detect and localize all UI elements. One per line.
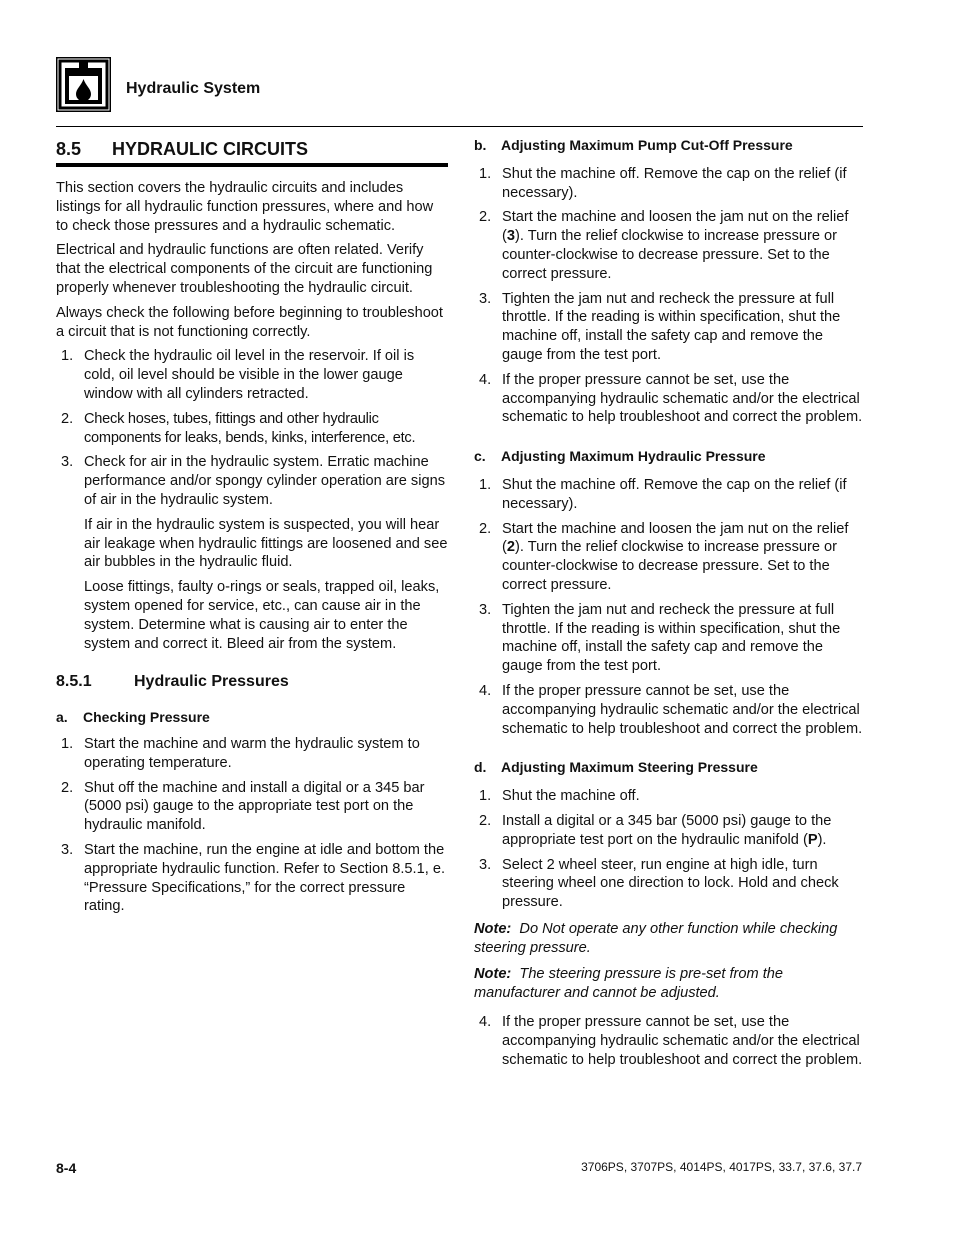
list-item: 3. Tighten the jam nut and recheck the pressure at full throttle. If the reading is within specification, shut the machine off, install the safety cap and remove the gauge from the test port.: [474, 601, 866, 676]
section-title: HYDRAULIC CIRCUITS: [112, 139, 308, 160]
list-item: [56, 410, 448, 448]
section-number: 8.5: [56, 139, 82, 160]
note: Note: The steering pressure is pre-set from the manufacturer and cannot be adjusted.: [474, 966, 784, 1002]
intro-paragraph: This section covers the hydraulic circuits and includes listings for all hydraulic function pressures, where and how to check those pressures and a hydraulic schematic.: [56, 180, 434, 234]
list-item: 1. Shut the machine off. Remove the cap on the relief (if necessary).: [474, 165, 866, 203]
list-text: Start the machine and loosen the jam nut on the relief (2). Turn the relief clockwise to increase pressure or counter-clockwise to decrease pressure. Set to the correct pressure.: [502, 520, 849, 593]
preliminary-checks-list: [56, 347, 448, 653]
list-item: 1. Shut the machine off.: [474, 787, 866, 806]
list-text: Select 2 wheel steer, run engine at high idle, turn steering wheel one direction to lock. Hold and check pressure.: [502, 856, 839, 911]
list-text: If the proper pressure cannot be set, use the accompanying hydraulic schematic and/or the electrical schematic to help troubleshoot and correct the problem.: [502, 682, 863, 737]
list-text: Tighten the jam nut and recheck the pressure at full throttle. If the reading is within specification, shut the machine off, install the safety cap and remove the gauge from the test port.: [502, 290, 841, 363]
list-item: 2. Shut off the machine and install a digital or a 345 bar (5000 psi) gauge to the appropriate test port on the hydraulic manifold.: [56, 779, 448, 835]
pump-cutoff-heading: b. Adjusting Maximum Pump Cut-Off Pressure: [474, 137, 793, 153]
list-text: Start the machine and loosen the jam nut on the relief (3). Turn the relief clockwise to increase pressure or counter-clockwise to decrease pressure. Set to the correct pressure.: [502, 209, 849, 282]
list-number: 3.: [61, 454, 74, 471]
list-text: Shut the machine off. Remove the cap on the relief (if necessary).: [502, 476, 847, 512]
section-heading: [56, 136, 448, 167]
list-item: 1. Shut the machine off. Remove the cap on the relief (if necessary).: [474, 476, 866, 514]
hydraulic-pressure-steps: [474, 476, 866, 738]
steering-pressure-heading: d. Adjusting Maximum Steering Pressure: [474, 759, 758, 776]
list-number: 2.: [61, 410, 74, 427]
list-text: Loose fittings, faulty o-rings or seals, trapped oil, leaks, system opened for service, etc., can cause air in the system. Determine what is causing air to enter the system and correct it. Bleed air from the system.: [84, 579, 440, 652]
intro-paragraph: Electrical and hydraulic functions are often related. Verify that the electrical components of the circuit are functioning properly whenever troubleshooting the hydraulic circuit.: [56, 242, 433, 296]
list-text: Shut off the machine and install a digital or a 345 bar (5000 psi) gauge to the appropriate test port on the hydraulic manifold.: [84, 779, 425, 834]
list-text: Start the machine, run the engine at idle and bottom the appropriate hydraulic function. Refer to Section 8.5.1, e. “Pressure Specifications,” for the correct pressure rating.: [84, 841, 446, 915]
list-item: 2. Start the machine and loosen the jam nut on the relief (2). Turn the relief clockwise to increase pressure or counter-clockwise to decrease pressure. Set to the correct pressure.: [474, 520, 866, 595]
list-item: 3. Start the machine, run the engine at idle and bottom the appropriate hydraulic function. Refer to Section 8.5.1, e. “Pressure Specifications,” for the correct pressure rating.: [56, 841, 448, 916]
list-item: [56, 453, 448, 653]
list-item: 3. Tighten the jam nut and recheck the pressure at full throttle. If the reading is within specification, shut the machine off, install the safety cap and remove the gauge from the test port.: [474, 290, 866, 365]
checking-pressure-heading: a. Checking Pressure: [56, 709, 210, 726]
list-item: 4. If the proper pressure cannot be set, use the accompanying hydraulic schematic and/or the electrical schematic to help troubleshoot and correct the problem.: [474, 1013, 866, 1069]
header-divider: [56, 126, 863, 127]
list-text: Shut the machine off.: [502, 788, 640, 805]
list-text: Check hoses, tubes, fittings and other hydraulic components for leaks, bends, kinks, interference, etc.: [84, 410, 416, 446]
list-number: 1.: [61, 348, 74, 365]
list-item: 2. Install a digital or a 345 bar (5000 psi) gauge to the appropriate test port on the hydraulic manifold (P).: [474, 812, 866, 850]
note: Note: Do Not operate any other function while checking steering pressure.: [474, 920, 838, 956]
list-item: 4. If the proper pressure cannot be set, use the accompanying hydraulic schematic and/or the electrical schematic to help troubleshoot and correct the problem.: [474, 682, 866, 738]
intro-paragraph: Always check the following before beginning to troubleshoot a circuit that is not functioning correctly.: [56, 304, 443, 340]
steering-pressure-final-step: [474, 1013, 866, 1069]
left-column: [56, 136, 448, 922]
list-text: Tighten the jam nut and recheck the pressure at full throttle. If the reading is within specification, shut the machine off, install the safety cap and remove the gauge from the test port.: [502, 601, 841, 675]
model-list: 3706PS, 3707PS, 4014PS, 4017PS, 33.7, 37.6, 37.7: [581, 1160, 862, 1174]
hydraulic-pressure-heading: c. Adjusting Maximum Hydraulic Pressure: [474, 448, 766, 465]
list-item: [56, 347, 448, 403]
right-column: [474, 136, 866, 1075]
steering-pressure-steps: [474, 787, 866, 912]
hydraulic-drop-icon: [56, 57, 111, 112]
list-item: 4. If the proper pressure cannot be set, use the accompanying hydraulic schematic and/or the electrical schematic to help troubleshoot and correct the problem.: [474, 371, 866, 427]
list-text: If air in the hydraulic system is suspected, you will hear air leakage when hydraulic fittings are loosened and see air bubbles in the hydraulic fluid.: [84, 516, 448, 571]
header-title: Hydraulic System: [126, 80, 261, 97]
list-text: Check the hydraulic oil level in the reservoir. If oil is cold, oil level should be visible in the lower gauge window with all cylinders retracted.: [84, 348, 415, 402]
subsection-title: Hydraulic Pressures: [134, 673, 289, 691]
checking-pressure-steps: [56, 735, 448, 916]
list-item: 3. Select 2 wheel steer, run engine at high idle, turn steering wheel one direction to lock. Hold and check pressure.: [474, 856, 866, 912]
subsection-heading: [56, 673, 448, 692]
list-text: Install a digital or a 345 bar (5000 psi) gauge to the appropriate test port on the hydraulic manifold (P).: [502, 812, 832, 848]
list-text: Start the machine and warm the hydraulic system to operating temperature.: [84, 735, 420, 771]
list-item: 1. Start the machine and warm the hydraulic system to operating temperature.: [56, 735, 448, 773]
subsection-number: 8.5.1: [56, 673, 92, 691]
list-text: If the proper pressure cannot be set, use the accompanying hydraulic schematic and/or the electrical schematic to help troubleshoot and correct the problem.: [502, 1014, 863, 1068]
list-text: If the proper pressure cannot be set, use the accompanying hydraulic schematic and/or the electrical schematic to help troubleshoot and correct the problem.: [502, 371, 863, 426]
list-item: 2. Start the machine and loosen the jam nut on the relief (3). Turn the relief clockwise to increase pressure or counter-clockwise to decrease pressure. Set to the correct pressure.: [474, 208, 866, 283]
list-text: Shut the machine off. Remove the cap on the relief (if necessary).: [502, 165, 847, 201]
list-text: Check for air in the hydraulic system. Erratic machine performance and/or spongy cylinder operation are signs of air in the hydraulic system.: [84, 454, 445, 508]
page-number: 8-4: [56, 1160, 77, 1176]
pump-cutoff-steps: [474, 165, 866, 427]
